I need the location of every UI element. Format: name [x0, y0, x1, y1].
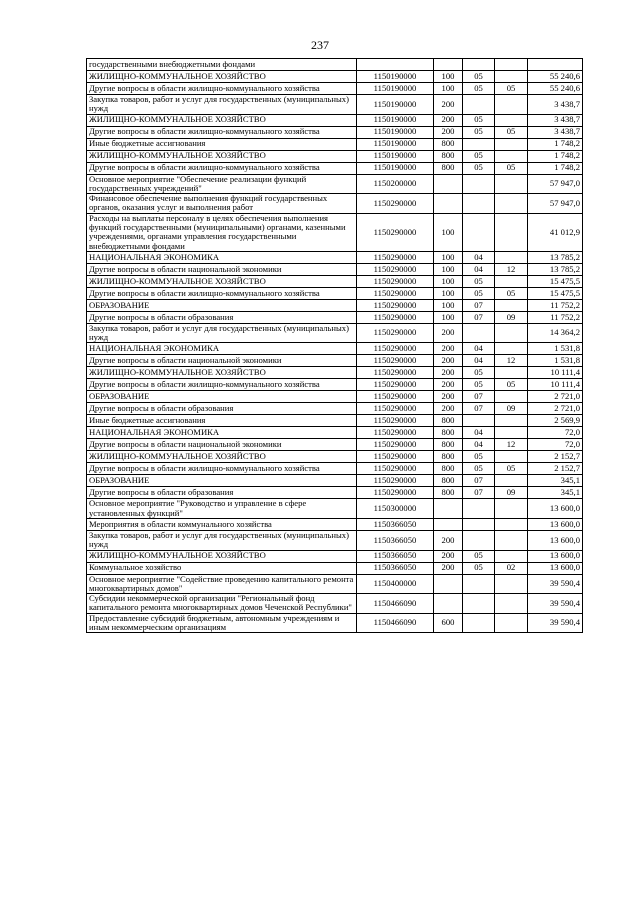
row-csr-cell: 1150290000 [357, 343, 434, 355]
row-pr-cell [495, 213, 528, 251]
table-row [87, 95, 583, 115]
table-row [87, 311, 583, 323]
row-csr-cell: 1150290000 [357, 287, 434, 299]
row-vr-cell: 200 [434, 403, 463, 415]
table-row [87, 403, 583, 415]
row-name-cell: Субсидии некоммерческой организации "Региональный фонд капитального ремонта многоквартирных домов Чеченской Республики" [87, 594, 357, 614]
row-vr-cell: 100 [434, 299, 463, 311]
row-vr-cell: 100 [434, 311, 463, 323]
row-rz-cell: 04 [463, 251, 495, 263]
row-rz-cell [463, 518, 495, 530]
row-sum-cell: 1 531,8 [528, 343, 583, 355]
row-sum-cell: 3 438,7 [528, 126, 583, 138]
row-vr-cell: 200 [434, 379, 463, 391]
row-vr-cell: 800 [434, 427, 463, 439]
row-sum-cell: 13 600,0 [528, 550, 583, 562]
row-pr-cell: 12 [495, 355, 528, 367]
row-vr-cell: 200 [434, 391, 463, 403]
row-csr-cell: 1150190000 [357, 126, 434, 138]
row-name-cell: Другие вопросы в области национальной экономики [87, 439, 357, 451]
table-row [87, 287, 583, 299]
table-row [87, 299, 583, 311]
table-row [87, 379, 583, 391]
row-rz-cell [463, 95, 495, 115]
row-csr-cell: 1150400000 [357, 574, 434, 594]
row-name-cell: Другие вопросы в области образования [87, 311, 357, 323]
row-sum-cell: 2 569,9 [528, 415, 583, 427]
row-name-cell: ОБРАЗОВАНИЕ [87, 299, 357, 311]
row-sum-cell: 13 785,2 [528, 263, 583, 275]
row-sum-cell: 39 590,4 [528, 594, 583, 614]
row-name-cell: Мероприятия в области коммунального хозяйства [87, 518, 357, 530]
row-pr-cell [495, 427, 528, 439]
row-csr-cell: 1150290000 [357, 251, 434, 263]
row-sum-cell: 57 947,0 [528, 194, 583, 214]
row-sum-cell [528, 59, 583, 71]
row-sum-cell: 15 475,5 [528, 287, 583, 299]
row-csr-cell: 1150190000 [357, 138, 434, 150]
row-vr-cell: 800 [434, 415, 463, 427]
row-pr-cell: 05 [495, 126, 528, 138]
row-name-cell: Закупка товаров, работ и услуг для государственных (муниципальных) нужд [87, 323, 357, 343]
row-pr-cell: 05 [495, 83, 528, 95]
row-rz-cell: 04 [463, 343, 495, 355]
row-sum-cell: 2 152,7 [528, 451, 583, 463]
row-vr-cell: 800 [434, 487, 463, 499]
row-vr-cell: 200 [434, 343, 463, 355]
row-name-cell: ОБРАЗОВАНИЕ [87, 391, 357, 403]
row-name-cell: Другие вопросы в области национальной экономики [87, 263, 357, 275]
row-csr-cell: 1150290000 [357, 391, 434, 403]
row-name-cell: Другие вопросы в области образования [87, 403, 357, 415]
row-name-cell: ЖИЛИЩНО-КОММУНАЛЬНОЕ ХОЗЯЙСТВО [87, 275, 357, 287]
row-csr-cell: 1150190000 [357, 95, 434, 115]
table-row [87, 530, 583, 550]
row-pr-cell [495, 367, 528, 379]
row-pr-cell: 12 [495, 439, 528, 451]
row-vr-cell [434, 59, 463, 71]
row-pr-cell [495, 138, 528, 150]
row-vr-cell: 600 [434, 613, 463, 633]
row-pr-cell: 09 [495, 403, 528, 415]
row-rz-cell [463, 574, 495, 594]
table-row [87, 415, 583, 427]
row-vr-cell: 100 [434, 287, 463, 299]
table-row [87, 343, 583, 355]
row-rz-cell: 04 [463, 439, 495, 451]
row-rz-cell [463, 415, 495, 427]
row-csr-cell: 1150300000 [357, 499, 434, 519]
row-vr-cell: 200 [434, 126, 463, 138]
row-name-cell: Закупка товаров, работ и услуг для государственных (муниципальных) нужд [87, 95, 357, 115]
row-csr-cell: 1150290000 [357, 213, 434, 251]
table-row [87, 275, 583, 287]
table-row [87, 518, 583, 530]
row-pr-cell [495, 59, 528, 71]
row-name-cell: НАЦИОНАЛЬНАЯ ЭКОНОМИКА [87, 251, 357, 263]
row-vr-cell [434, 194, 463, 214]
row-pr-cell [495, 174, 528, 194]
row-rz-cell: 07 [463, 391, 495, 403]
row-vr-cell: 100 [434, 213, 463, 251]
row-rz-cell: 07 [463, 403, 495, 415]
row-csr-cell: 1150366050 [357, 518, 434, 530]
row-pr-cell [495, 343, 528, 355]
row-sum-cell: 1 531,8 [528, 355, 583, 367]
row-sum-cell: 13 600,0 [528, 499, 583, 519]
row-sum-cell: 13 600,0 [528, 518, 583, 530]
row-pr-cell [495, 415, 528, 427]
row-name-cell: Другие вопросы в области жилищно-коммунального хозяйства [87, 463, 357, 475]
row-pr-cell [495, 194, 528, 214]
row-csr-cell: 1150290000 [357, 475, 434, 487]
row-sum-cell: 39 590,4 [528, 574, 583, 594]
page-number: 237 [311, 38, 329, 52]
row-rz-cell: 05 [463, 71, 495, 83]
row-csr-cell: 1150290000 [357, 451, 434, 463]
row-pr-cell: 12 [495, 263, 528, 275]
row-sum-cell: 72,0 [528, 439, 583, 451]
table-row [87, 126, 583, 138]
table-row [87, 213, 583, 251]
table-row [87, 114, 583, 126]
row-pr-cell [495, 323, 528, 343]
row-pr-cell [495, 530, 528, 550]
row-rz-cell: 05 [463, 275, 495, 287]
row-csr-cell: 1150190000 [357, 83, 434, 95]
row-sum-cell: 13 785,2 [528, 251, 583, 263]
row-csr-cell: 1150290000 [357, 403, 434, 415]
table-row [87, 323, 583, 343]
row-sum-cell: 57 947,0 [528, 174, 583, 194]
table-row [87, 162, 583, 174]
table-row [87, 251, 583, 263]
row-csr-cell: 1150290000 [357, 415, 434, 427]
row-sum-cell: 13 600,0 [528, 562, 583, 574]
row-pr-cell [495, 499, 528, 519]
row-rz-cell: 05 [463, 126, 495, 138]
row-vr-cell: 200 [434, 355, 463, 367]
row-rz-cell [463, 499, 495, 519]
row-csr-cell: 1150290000 [357, 323, 434, 343]
row-pr-cell: 05 [495, 379, 528, 391]
row-rz-cell: 04 [463, 427, 495, 439]
table-row [87, 562, 583, 574]
row-rz-cell: 07 [463, 487, 495, 499]
table-row [87, 355, 583, 367]
table-row [87, 475, 583, 487]
table-row [87, 391, 583, 403]
row-vr-cell [434, 518, 463, 530]
row-rz-cell [463, 194, 495, 214]
row-rz-cell: 05 [463, 367, 495, 379]
row-pr-cell [495, 594, 528, 614]
table-row [87, 83, 583, 95]
row-sum-cell: 11 752,2 [528, 311, 583, 323]
row-sum-cell: 1 748,2 [528, 150, 583, 162]
row-rz-cell [463, 213, 495, 251]
row-pr-cell [495, 550, 528, 562]
row-vr-cell: 200 [434, 562, 463, 574]
row-name-cell: НАЦИОНАЛЬНАЯ ЭКОНОМИКА [87, 427, 357, 439]
row-sum-cell: 2 721,0 [528, 403, 583, 415]
table-row [87, 71, 583, 83]
table-row [87, 367, 583, 379]
row-csr-cell: 1150190000 [357, 114, 434, 126]
row-rz-cell [463, 174, 495, 194]
row-csr-cell: 1150290000 [357, 299, 434, 311]
row-name-cell: НАЦИОНАЛЬНАЯ ЭКОНОМИКА [87, 343, 357, 355]
row-rz-cell: 04 [463, 355, 495, 367]
row-rz-cell [463, 594, 495, 614]
row-sum-cell: 14 364,2 [528, 323, 583, 343]
row-pr-cell [495, 475, 528, 487]
row-name-cell: ЖИЛИЩНО-КОММУНАЛЬНОЕ ХОЗЯЙСТВО [87, 367, 357, 379]
row-csr-cell: 1150290000 [357, 194, 434, 214]
row-rz-cell [463, 138, 495, 150]
row-vr-cell: 800 [434, 162, 463, 174]
row-sum-cell: 13 600,0 [528, 530, 583, 550]
row-vr-cell [434, 594, 463, 614]
row-rz-cell: 05 [463, 451, 495, 463]
row-vr-cell: 800 [434, 475, 463, 487]
row-name-cell: Основное мероприятие "Обеспечение реализации функций государственных учреждений" [87, 174, 357, 194]
row-name-cell: Другие вопросы в области национальной экономики [87, 355, 357, 367]
row-csr-cell: 1150366050 [357, 562, 434, 574]
row-name-cell: Другие вопросы в области жилищно-коммунального хозяйства [87, 162, 357, 174]
row-name-cell: ЖИЛИЩНО-КОММУНАЛЬНОЕ ХОЗЯЙСТВО [87, 550, 357, 562]
row-pr-cell [495, 251, 528, 263]
row-vr-cell: 100 [434, 275, 463, 287]
row-csr-cell: 1150190000 [357, 150, 434, 162]
table-row [87, 499, 583, 519]
row-rz-cell [463, 59, 495, 71]
row-sum-cell: 72,0 [528, 427, 583, 439]
row-name-cell: Другие вопросы в области жилищно-коммунального хозяйства [87, 379, 357, 391]
row-csr-cell: 1150290000 [357, 427, 434, 439]
row-vr-cell [434, 574, 463, 594]
row-rz-cell [463, 530, 495, 550]
row-sum-cell: 11 752,2 [528, 299, 583, 311]
row-name-cell: Коммунальное хозяйство [87, 562, 357, 574]
row-rz-cell: 05 [463, 550, 495, 562]
row-csr-cell: 1150366050 [357, 530, 434, 550]
row-vr-cell: 200 [434, 550, 463, 562]
row-pr-cell [495, 299, 528, 311]
row-name-cell: Иные бюджетные ассигнования [87, 138, 357, 150]
row-rz-cell: 07 [463, 311, 495, 323]
row-name-cell: ОБРАЗОВАНИЕ [87, 475, 357, 487]
row-sum-cell: 10 111,4 [528, 379, 583, 391]
row-csr-cell [357, 59, 434, 71]
row-rz-cell [463, 613, 495, 633]
row-name-cell: ЖИЛИЩНО-КОММУНАЛЬНОЕ ХОЗЯЙСТВО [87, 150, 357, 162]
row-vr-cell: 200 [434, 367, 463, 379]
row-sum-cell: 39 590,4 [528, 613, 583, 633]
row-name-cell: Закупка товаров, работ и услуг для государственных (муниципальных) нужд [87, 530, 357, 550]
row-csr-cell: 1150290000 [357, 355, 434, 367]
table-row [87, 463, 583, 475]
row-vr-cell [434, 174, 463, 194]
row-pr-cell: 05 [495, 162, 528, 174]
row-name-cell: ЖИЛИЩНО-КОММУНАЛЬНОЕ ХОЗЯЙСТВО [87, 451, 357, 463]
row-rz-cell: 07 [463, 475, 495, 487]
row-vr-cell: 200 [434, 114, 463, 126]
row-vr-cell: 100 [434, 251, 463, 263]
row-pr-cell: 02 [495, 562, 528, 574]
row-vr-cell: 200 [434, 530, 463, 550]
row-csr-cell: 1150200000 [357, 174, 434, 194]
row-rz-cell: 05 [463, 379, 495, 391]
row-sum-cell: 55 240,6 [528, 83, 583, 95]
row-vr-cell: 800 [434, 138, 463, 150]
row-sum-cell: 55 240,6 [528, 71, 583, 83]
row-rz-cell: 05 [463, 83, 495, 95]
table-row [87, 194, 583, 214]
row-csr-cell: 1150290000 [357, 263, 434, 275]
row-sum-cell: 10 111,4 [528, 367, 583, 379]
row-vr-cell: 200 [434, 95, 463, 115]
table-row [87, 150, 583, 162]
row-sum-cell: 345,1 [528, 475, 583, 487]
row-name-cell: Финансовое обеспечение выполнения функций государственных органов, оказания услуг и выполнения работ [87, 194, 357, 214]
row-vr-cell: 800 [434, 439, 463, 451]
row-pr-cell [495, 391, 528, 403]
row-vr-cell: 100 [434, 71, 463, 83]
row-name-cell: Расходы на выплаты персоналу в целях обеспечения выполнения функций государственными (муниципальными) органами, казенными учреждениями, органами управления государственными внебюджетными фондами [87, 213, 357, 251]
row-name-cell: ЖИЛИЩНО-КОММУНАЛЬНОЕ ХОЗЯЙСТВО [87, 71, 357, 83]
row-csr-cell: 1150366050 [357, 550, 434, 562]
row-csr-cell: 1150290000 [357, 439, 434, 451]
row-vr-cell: 200 [434, 323, 463, 343]
row-csr-cell: 1150466090 [357, 613, 434, 633]
row-name-cell: государственными внебюджетными фондами [87, 59, 357, 71]
row-csr-cell: 1150290000 [357, 463, 434, 475]
row-csr-cell: 1150290000 [357, 367, 434, 379]
row-rz-cell: 05 [463, 463, 495, 475]
table-row [87, 487, 583, 499]
row-csr-cell: 1150190000 [357, 71, 434, 83]
table-row [87, 138, 583, 150]
table-row [87, 594, 583, 614]
table-row [87, 550, 583, 562]
row-rz-cell: 05 [463, 562, 495, 574]
row-rz-cell: 05 [463, 114, 495, 126]
row-pr-cell: 09 [495, 311, 528, 323]
row-vr-cell: 800 [434, 451, 463, 463]
row-name-cell: Другие вопросы в области жилищно-коммунального хозяйства [87, 83, 357, 95]
table-row [87, 451, 583, 463]
row-name-cell: Другие вопросы в области образования [87, 487, 357, 499]
row-name-cell: Основное мероприятие "Содействие проведению капитального ремонта многоквартирных домов" [87, 574, 357, 594]
table-row [87, 263, 583, 275]
row-pr-cell [495, 150, 528, 162]
budget-table [86, 58, 583, 633]
row-pr-cell [495, 574, 528, 594]
row-pr-cell [495, 451, 528, 463]
table-row [87, 59, 583, 71]
row-sum-cell: 345,1 [528, 487, 583, 499]
row-vr-cell: 800 [434, 463, 463, 475]
row-csr-cell: 1150290000 [357, 487, 434, 499]
row-rz-cell: 07 [463, 299, 495, 311]
row-pr-cell [495, 71, 528, 83]
row-sum-cell: 2 152,7 [528, 463, 583, 475]
row-vr-cell: 100 [434, 83, 463, 95]
row-sum-cell: 3 438,7 [528, 114, 583, 126]
row-name-cell: Другие вопросы в области жилищно-коммунального хозяйства [87, 126, 357, 138]
row-vr-cell: 800 [434, 150, 463, 162]
row-sum-cell: 1 748,2 [528, 162, 583, 174]
row-csr-cell: 1150290000 [357, 311, 434, 323]
row-sum-cell: 41 012,9 [528, 213, 583, 251]
row-pr-cell [495, 114, 528, 126]
row-vr-cell: 100 [434, 263, 463, 275]
table-row [87, 174, 583, 194]
row-pr-cell: 05 [495, 463, 528, 475]
table-row [87, 427, 583, 439]
row-vr-cell [434, 499, 463, 519]
budget-table-body [87, 59, 583, 633]
row-name-cell: Другие вопросы в области жилищно-коммунального хозяйства [87, 287, 357, 299]
row-pr-cell: 09 [495, 487, 528, 499]
row-name-cell: Предоставление субсидий бюджетным, автономным учреждениям и иным некоммерческим организациям [87, 613, 357, 633]
row-pr-cell [495, 275, 528, 287]
table-row [87, 439, 583, 451]
row-csr-cell: 1150190000 [357, 162, 434, 174]
table-row [87, 574, 583, 594]
row-csr-cell: 1150466090 [357, 594, 434, 614]
row-sum-cell: 15 475,5 [528, 275, 583, 287]
row-sum-cell: 3 438,7 [528, 95, 583, 115]
row-csr-cell: 1150290000 [357, 275, 434, 287]
row-pr-cell [495, 613, 528, 633]
row-rz-cell: 04 [463, 263, 495, 275]
row-pr-cell: 05 [495, 287, 528, 299]
row-csr-cell: 1150290000 [357, 379, 434, 391]
table-row [87, 613, 583, 633]
row-sum-cell: 1 748,2 [528, 138, 583, 150]
row-rz-cell: 05 [463, 150, 495, 162]
row-sum-cell: 2 721,0 [528, 391, 583, 403]
row-name-cell: Основное мероприятие "Руководство и управление в сфере установленных функций" [87, 499, 357, 519]
row-rz-cell [463, 323, 495, 343]
row-rz-cell: 05 [463, 287, 495, 299]
row-name-cell: ЖИЛИЩНО-КОММУНАЛЬНОЕ ХОЗЯЙСТВО [87, 114, 357, 126]
row-name-cell: Иные бюджетные ассигнования [87, 415, 357, 427]
row-rz-cell: 05 [463, 162, 495, 174]
row-pr-cell [495, 518, 528, 530]
row-pr-cell [495, 95, 528, 115]
